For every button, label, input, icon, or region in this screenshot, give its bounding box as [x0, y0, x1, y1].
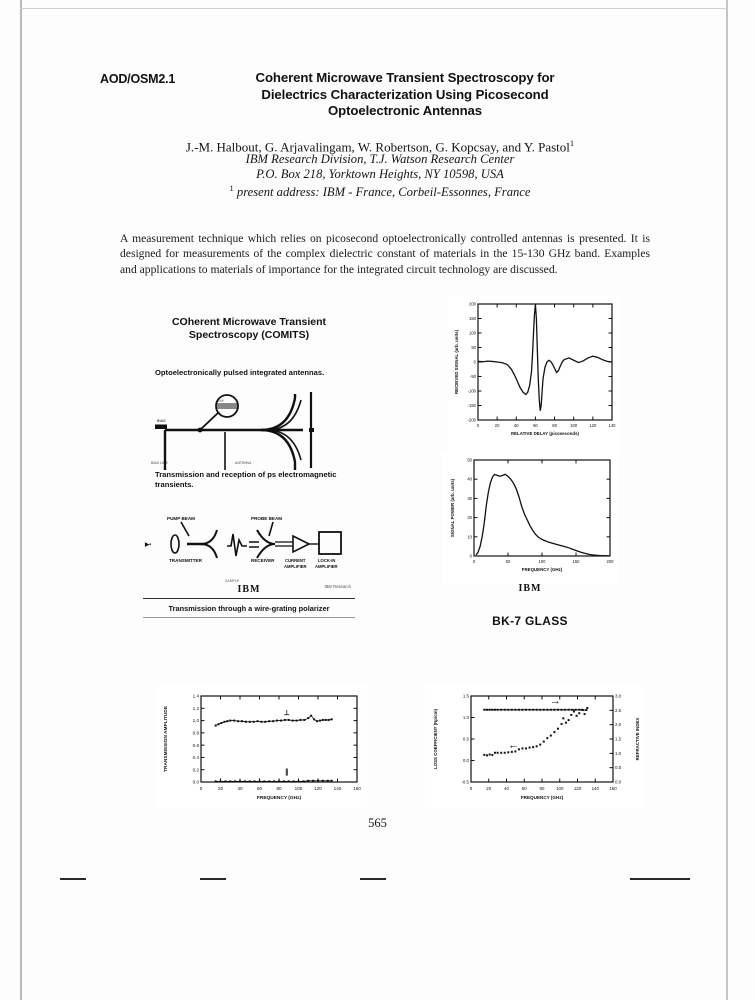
y-tick-label: 150: [469, 315, 476, 321]
data-point: [584, 713, 586, 715]
data-point: [565, 722, 567, 724]
x-tick-label: 100: [556, 786, 564, 791]
schematic-label-probe-beam: PROBE BEAM: [251, 516, 283, 521]
antenna-label-antenna: ANTENNA: [235, 461, 252, 465]
y-tick-label: 20: [467, 515, 472, 521]
scan-artifact-mark: [200, 878, 226, 880]
data-point: [570, 714, 572, 716]
paper-code: AOD/OSM2.1: [100, 72, 176, 86]
antenna-diagram: [143, 390, 355, 470]
figure-title-line-1: COherent Microwave Transient: [171, 316, 327, 328]
x-tick-label: 60: [533, 423, 538, 428]
title-line-1: Coherent Microwave Transient Spectroscopy for: [255, 70, 555, 85]
x-tick-label: 20: [217, 786, 224, 791]
chart-transmission-amplitude: [155, 686, 367, 808]
y-tick-label: 1.5: [462, 693, 469, 699]
y-tick-label-right: 1.5: [615, 736, 622, 742]
y-tick-label: 1.0: [192, 718, 199, 724]
loss-y-axis-label: LOSS COEFFICIENT (Np/cm): [433, 708, 438, 770]
data-point: [491, 754, 493, 756]
data-point: [507, 751, 509, 753]
data-point: [561, 723, 563, 725]
antenna-label-bias: BIAS: [157, 419, 166, 423]
x-tick-label: 0: [469, 786, 473, 791]
x-tick-label: 40: [513, 423, 519, 428]
title-line-3: Optoelectronic Antennas: [327, 103, 483, 118]
y-tick-label-right: 2.5: [615, 707, 622, 713]
lockin-amplifier-box: [319, 532, 341, 554]
data-point: [504, 752, 506, 754]
y-tick-label: 50: [471, 344, 476, 350]
y-tick-label: 0.0: [192, 779, 199, 785]
schematic-label-transmitter: TRANSMITTER: [169, 558, 202, 563]
data-point: [546, 737, 548, 739]
axis-pointer-arrow: ←: [508, 739, 520, 752]
loss-x-axis-label: FREQUENCY (GHz): [520, 795, 564, 800]
figure-title-line-2: Spectroscopy (COMITS): [188, 329, 310, 341]
data-point: [500, 752, 502, 754]
divider-upper: [143, 598, 355, 599]
data-point: [576, 715, 578, 717]
schematic-label-current-amplifier: CURRENT: [285, 558, 306, 563]
y-tick-label: -150: [467, 402, 476, 408]
waveform-x-axis-label: RELATIVE DELAY (picoseconds): [511, 431, 579, 436]
x-tick-label: 200: [606, 559, 614, 564]
scan-edge-left: [20, 0, 22, 1000]
author-names: J.-M. Halbout, G. Arjavalingam, W. Robertson, G. Kopcsay, and Y. Pastol: [185, 139, 570, 155]
y-tick-label-right: 0.0: [615, 779, 622, 785]
spectrum-y-axis-label: SIGNAL POWER (arb. units): [450, 478, 455, 538]
x-tick-label: 120: [573, 786, 582, 791]
sample-label-bk7: BK-7 GLASS: [492, 614, 568, 628]
x-tick-label: 80: [276, 786, 282, 791]
schematic-label-sample: SAMPLE: [225, 579, 240, 583]
y-tick-label: 1.0: [462, 715, 469, 721]
antenna-label-bias-line: BIAS LINE: [151, 461, 168, 465]
data-point: [525, 747, 527, 749]
current-amplifier-icon: [293, 536, 309, 552]
data-point: [486, 754, 488, 756]
data-point: [543, 741, 545, 743]
y-tick-label: 100: [469, 330, 476, 336]
x-tick-label: 140: [608, 423, 616, 428]
y-tick-label-right: 2.0: [615, 722, 622, 728]
y-tick-label: 30: [467, 495, 472, 501]
schematic-label-pump-beam: PUMP BEAM: [167, 516, 195, 521]
y-tick-label: 50: [467, 457, 472, 463]
data-point: [581, 709, 583, 711]
y-tick-label: 40: [467, 476, 472, 482]
y-tick-label: 0.6: [192, 742, 199, 748]
data-point: [497, 752, 499, 754]
affiliation-block: [120, 152, 640, 200]
y-tick-label: -100: [467, 388, 476, 394]
x-tick-label: 20: [486, 786, 492, 791]
y-tick-label: 0.4: [192, 755, 199, 761]
waveform-y-axis-label: RECEIVED SIGNAL (arb. units): [454, 329, 459, 395]
x-tick-label: 150: [572, 559, 580, 564]
series-symbol-annotation: ⊥: [283, 710, 290, 718]
data-point: [553, 731, 555, 733]
ibm-logo-viewgraph: IBM: [237, 584, 261, 595]
figure-caption-transients: Transmission and reception of ps electromagnetic transients.: [155, 470, 337, 489]
x-tick-label: 0: [476, 423, 480, 428]
x-tick-label: 100: [570, 423, 578, 428]
scan-edge-right: [726, 0, 728, 1000]
y-tick-label: 1.4: [192, 693, 199, 699]
y-tick-label: 0.5: [462, 736, 469, 742]
ibm-logo-right: IBM: [518, 583, 542, 594]
x-tick-label: 120: [314, 786, 322, 791]
x-tick-label: 60: [256, 786, 263, 791]
y-tick-label: 0.8: [192, 730, 199, 736]
data-point: [573, 710, 575, 712]
x-tick-label: 140: [591, 786, 599, 791]
schematic-label-current-amplifier-2: AMPLIFIER: [284, 564, 307, 569]
viewgraph-tiny-note: IBM Research: [324, 584, 351, 589]
data-point: [489, 753, 491, 755]
y-tick-label-right: 3.0: [615, 693, 622, 699]
divider-lower: [143, 617, 355, 618]
data-point: [483, 754, 485, 756]
data-point: [539, 744, 541, 746]
transient-pulse-waveform: [227, 534, 247, 556]
y-tick-label-right: 1.0: [615, 750, 622, 756]
data-point: [521, 747, 523, 749]
scan-artifact-mark: [360, 878, 386, 880]
x-tick-label: 140: [333, 786, 342, 791]
schematic-label-lockin: LOCK-IN: [318, 558, 336, 563]
data-point: [557, 728, 559, 730]
x-tick-label: 20: [494, 423, 500, 428]
data-point: [494, 752, 496, 754]
transmission-x-axis-label: FREQUENCY (GHz): [256, 796, 302, 801]
chart-spectrum: [442, 452, 618, 584]
y-tick-label: 0.2: [192, 767, 199, 773]
data-point: [532, 746, 534, 748]
figure-title: [143, 316, 355, 342]
present-address-marker: 1: [229, 183, 234, 194]
page-number: 565: [368, 816, 387, 830]
data-point: [586, 707, 588, 709]
abstract-paragraph: A measurement technique which relies on picosecond optoelectronically controlled antennas is presented. It is designed for measurements of the complex dielectric constant of materials in the 15-130 GHz band. Examples and applications to materials of importance for the integrated circuit technology are discussed.: [120, 232, 650, 276]
present-address-line: [120, 181, 640, 200]
data-point: [529, 747, 531, 749]
y-tick-label: 0.0: [462, 758, 469, 764]
y-tick-label: 10: [467, 534, 472, 540]
y-tick-label: 1.2: [192, 705, 199, 711]
y-tick-label: 200: [469, 301, 476, 307]
affiliation-line-2: P.O. Box 218, Yorktown Heights, NY 10598, USA: [256, 166, 504, 181]
chart-waveform: [448, 296, 620, 454]
x-tick-label: 120: [589, 423, 597, 428]
y-tick-label-right: 0.5: [615, 765, 622, 771]
x-tick-label: 100: [538, 559, 546, 564]
x-tick-label: 160: [353, 786, 361, 791]
figure-comits-viewgraph: [143, 308, 355, 618]
x-tick-label: 40: [504, 786, 509, 791]
x-tick-label: 40: [237, 786, 243, 791]
page-title: [180, 70, 630, 120]
x-tick-label: 80: [552, 423, 557, 428]
transmission-y-axis-label: TRANSMISSION AMPLITUDE: [164, 706, 169, 772]
present-address-text: present address: IBM - France, Corbeil-Essonnes, France: [236, 185, 531, 200]
y-tick-label: 0: [469, 553, 472, 559]
scan-artifact-mark: [630, 878, 690, 880]
spectrum-x-axis-label: FREQUENCY (GHz): [521, 567, 563, 572]
laser-source-icon: ▶•: [145, 542, 152, 548]
bias-pad: [155, 425, 167, 430]
x-tick-label: 0: [472, 559, 476, 564]
y-tick-label: 0: [473, 359, 476, 365]
y-tick-label: -50: [469, 373, 476, 379]
x-tick-label: 80: [539, 786, 545, 791]
antenna-label-gap: GAP: [217, 399, 224, 403]
figure-caption-antennas: Optoelectronically pulsed integrated antennas.: [155, 368, 325, 377]
y-tick-label: -200: [467, 417, 476, 423]
refractive-index-y-axis-label: REFRACTIVE INDEX: [635, 717, 640, 761]
y-tick-label: -0.5: [461, 779, 469, 785]
figure-bottom-caption: Transmission through a wire-grating polarizer: [168, 604, 330, 613]
x-tick-label: 0: [199, 786, 203, 791]
series-symbol-annotation: ∥: [285, 769, 289, 777]
data-point: [550, 735, 552, 737]
x-tick-label: 50: [505, 559, 511, 564]
scan-artifact-mark: [60, 878, 86, 880]
axis-pointer-arrow: →: [549, 695, 561, 708]
x-tick-label: 100: [294, 786, 303, 791]
lens-icon: [171, 535, 179, 553]
chart-loss-and-index: [425, 686, 645, 808]
affiliation-line-1: IBM Research Division, T.J. Watson Research Center: [245, 152, 515, 166]
data-point: [568, 719, 570, 721]
schematic-label-lockin-2: AMPLIFIER: [315, 564, 338, 569]
data-point: [562, 717, 564, 719]
author-footnote-marker: 1: [569, 138, 575, 148]
data-point: [578, 712, 580, 714]
scan-edge-top: [20, 8, 728, 9]
x-tick-label: 60: [521, 786, 527, 791]
x-tick-label: 160: [609, 786, 617, 791]
title-line-2: Dielectrics Characterization Using Picosecond: [261, 86, 549, 102]
schematic-label-receiver: RECEIVER: [251, 558, 275, 563]
data-point: [536, 745, 538, 747]
